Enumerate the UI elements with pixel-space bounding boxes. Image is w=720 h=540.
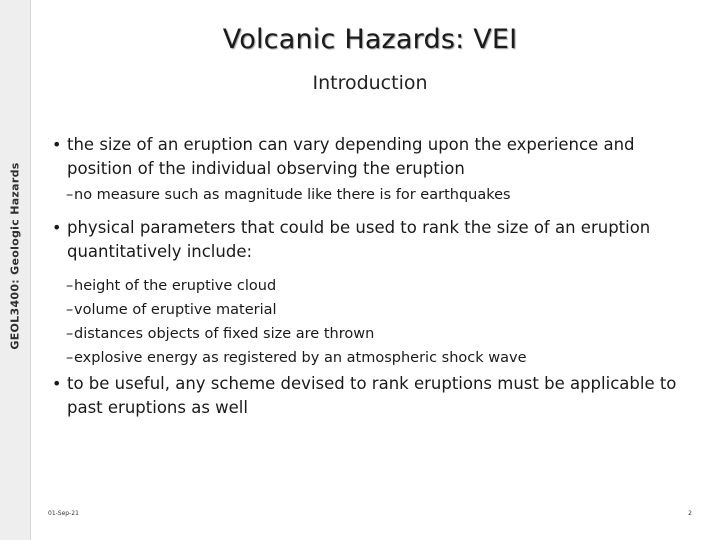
sub-bullet-volume: – volume of eruptive material <box>66 302 277 318</box>
bullet-past-eruptions: • to be useful, any scheme devised to rank eruptions must be applicable to past eruptions as well <box>52 372 702 420</box>
bullet-physical-parameters: • physical parameters that could be used to rank the size of an eruption quantitatively include: <box>52 216 702 264</box>
course-label: GEOL3400: Geologic Hazards <box>8 162 22 350</box>
bullet-eruption-size: • the size of an eruption can vary depending upon the experience and position of the individual observing the eruption <box>52 133 702 181</box>
sub-bullet-explosive-energy: – explosive energy as registered by an atmospheric shock wave <box>66 350 527 366</box>
sub-bullet-text: no measure such as magnitude like there is for earthquakes <box>74 187 511 203</box>
sub-bullet-no-measure: – no measure such as magnitude like there is for earthquakes <box>66 187 511 203</box>
slide-title: Volcanic Hazards: VEI <box>222 24 518 55</box>
side-band <box>0 0 31 540</box>
sub-bullet-text: explosive energy as registered by an atmospheric shock wave <box>74 350 527 366</box>
sub-bullet-distances: – distances objects of fixed size are thrown <box>66 326 375 342</box>
sub-bullet-text: height of the eruptive cloud <box>74 278 277 294</box>
footer-date: 01-Sep-21 <box>48 510 79 517</box>
sub-bullet-text: volume of eruptive material <box>74 302 277 318</box>
page-number: 2 <box>688 510 692 517</box>
slide-content <box>52 133 702 420</box>
sub-bullet-text: distances objects of fixed size are thrown <box>74 326 375 342</box>
slide-subtitle: Introduction <box>312 72 428 94</box>
sub-bullet-cloud-height: – height of the eruptive cloud <box>66 278 277 294</box>
